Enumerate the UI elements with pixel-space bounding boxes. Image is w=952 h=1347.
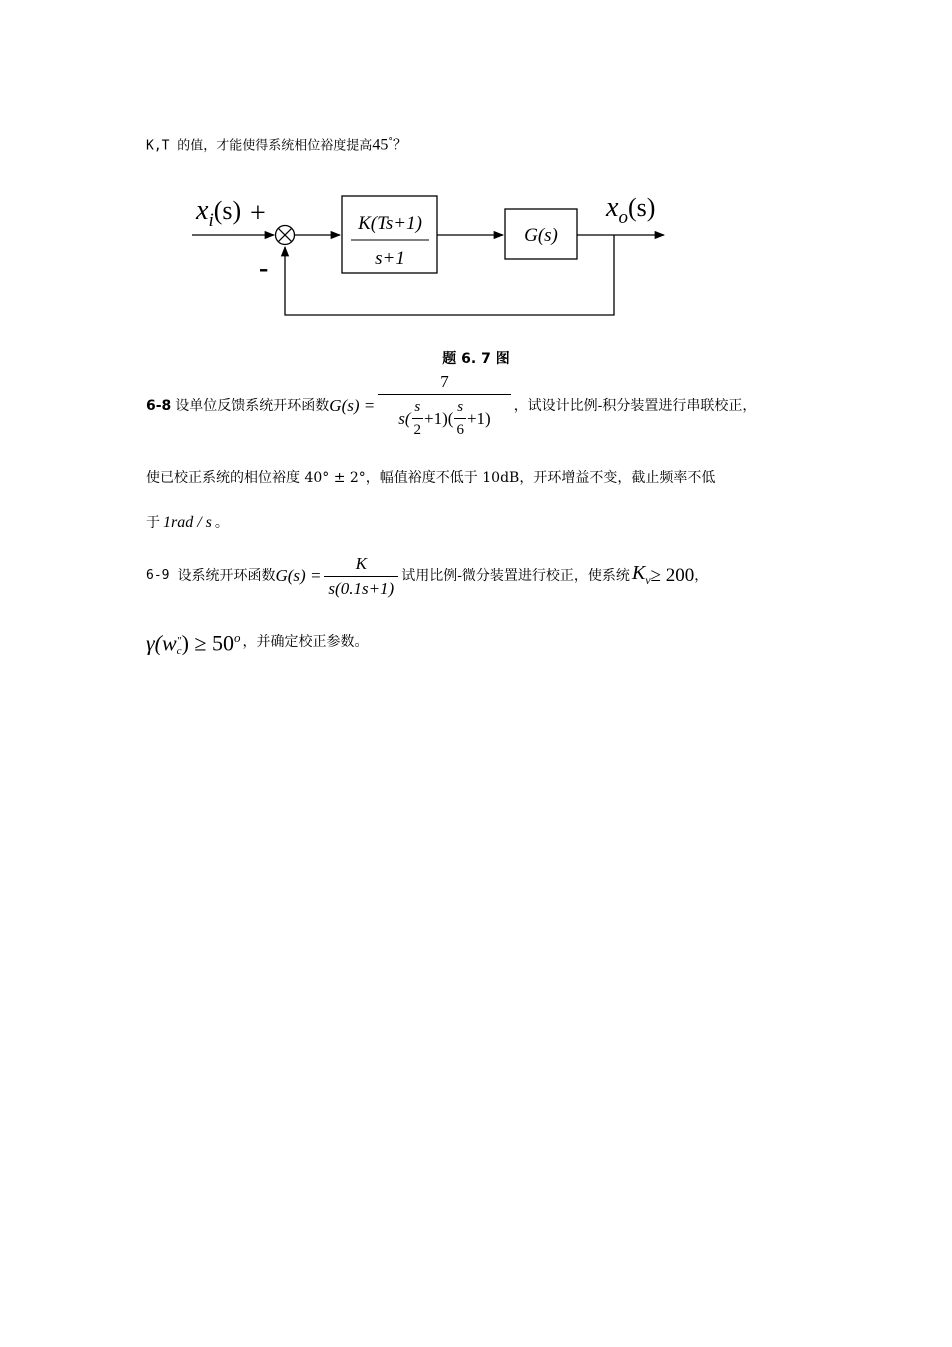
q69-line2 xyxy=(146,625,368,659)
plant-label: G(s) xyxy=(524,225,558,246)
q67-angle: 45 xyxy=(372,136,389,154)
q69-kv: $K_v$ xyxy=(631,561,651,587)
q69-text2: 试用比例-微分装置进行校正，使系统 xyxy=(401,568,630,584)
q69-denominator: s(0.1s+1) xyxy=(324,576,398,599)
q69-transfer-fraction xyxy=(324,554,398,599)
q69-numerator: K xyxy=(355,553,367,573)
q67-line: K,T 的值，才能使得系统相位裕度提高45°？ xyxy=(146,136,407,154)
plus-sign: + xyxy=(250,198,266,229)
q68-denominator: s( $\frac{s}{2}$ +1)( $\frac{s}{6}$ +1) xyxy=(378,394,510,440)
q68-transfer-fraction xyxy=(378,372,510,440)
compensator-denominator: s+1 xyxy=(375,248,405,269)
q68-number: 6-8 xyxy=(146,398,172,414)
q69-text1: 设系统开环函数 xyxy=(177,568,276,584)
q68-line1 xyxy=(146,372,757,438)
q69-number: 6-9 xyxy=(146,568,170,583)
q67-end: ？ xyxy=(392,137,407,154)
output-signal-label: $x_o(s)$ xyxy=(606,192,656,228)
minus-sign: - xyxy=(259,253,269,284)
q68-line2: 使已校正系统的相位裕度 40° ± 2°，幅值裕度不低于 10dB，开环增益不变，截止频率不低 xyxy=(146,470,716,486)
q68-lhs: G(s) = xyxy=(329,396,376,415)
q69-line1: 6-9 设系统开环函数 G(s) = $\frac{K}{s(0.1s+1)}$ 试用比例-微分装置进行校正，使系统 $K_v$ ≥ 200 ， xyxy=(146,553,709,598)
q69-lhs: G(s) = xyxy=(275,566,322,585)
q68-numerator: 7 xyxy=(440,372,449,391)
q68-line3: 于 1rad / s 。 xyxy=(146,514,229,531)
block-diagram xyxy=(0,0,952,340)
q68-text1: 设单位反馈系统开环函数 xyxy=(175,398,330,414)
figure-caption: 题 6. 7 图 xyxy=(442,351,510,367)
input-signal-label: $x_i(s)$ xyxy=(196,195,242,231)
q67-intro: K,T 的值，才能使得系统相位裕度提高 xyxy=(146,138,373,154)
q68-frequency: 1rad / s xyxy=(163,514,212,531)
q69-phase-margin: γ(w " c ) ≥ $50^o$ xyxy=(146,630,241,657)
q68-text2: ，试设计比例-积分装置进行串联校正， xyxy=(513,398,757,414)
compensator-numerator: K(Ts+1) xyxy=(358,213,422,234)
summing-junction xyxy=(276,226,295,245)
q69-text3: ，并确定校正参数。 xyxy=(242,634,369,650)
q69-kv-condition: ≥ 200 xyxy=(650,565,695,586)
